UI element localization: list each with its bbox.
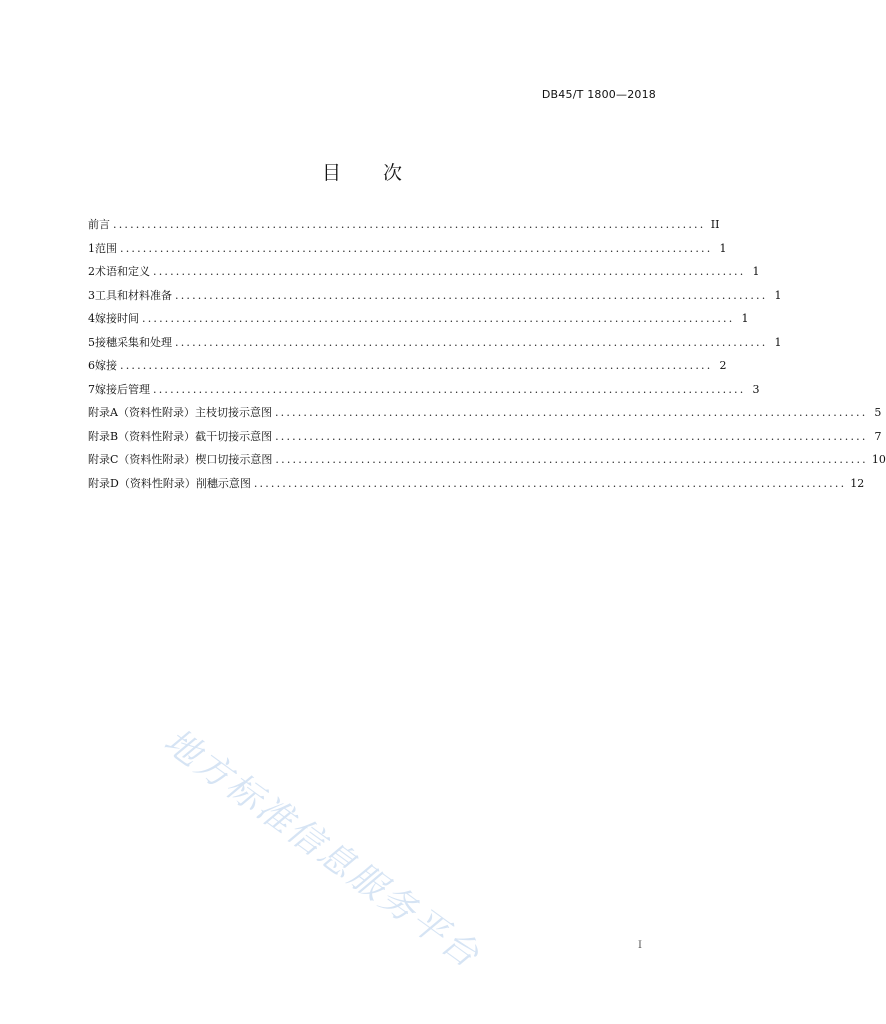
toc-appendix-label: 附录B（资料性附录） <box>88 429 196 443</box>
toc-leader-dots: ........................................................................................................ <box>175 335 768 349</box>
toc-entry-foreword[interactable] <box>88 216 720 240</box>
toc-entry-number: 1 <box>88 241 95 255</box>
toc-page-number: II <box>710 218 720 231</box>
toc-leader-dots: ........................................................................................................ <box>120 241 713 255</box>
document-code: DB45/T 1800—2018 <box>541 88 656 101</box>
toc-page-number: 7 <box>874 429 882 443</box>
toc-leader-dots: ........................................................................................................ <box>274 406 868 419</box>
toc-page-number: 1 <box>752 265 760 278</box>
toc-entry[interactable] <box>88 334 782 358</box>
toc-page-number: 10 <box>871 453 886 466</box>
toc-entry-number: 5 <box>88 335 95 349</box>
toc-entry[interactable] <box>88 287 782 311</box>
toc-leader-dots: ........................................................................................................ <box>113 218 706 231</box>
toc-appendix-entry[interactable] <box>88 475 865 499</box>
toc-leader-dots: ........................................................................................................ <box>275 453 868 466</box>
table-of-contents <box>88 216 886 498</box>
toc-entry[interactable] <box>88 263 760 287</box>
toc-page-number: 1 <box>774 288 782 302</box>
toc-page-number: 1 <box>774 335 782 349</box>
toc-entry[interactable] <box>88 240 727 264</box>
toc-appendix-title: 主枝切接示意图 <box>194 406 272 419</box>
toc-leader-dots: ........................................................................................................ <box>120 359 713 372</box>
toc-appendix-label: 附录D（资料性附录） <box>88 476 196 490</box>
toc-appendix-label: 附录C（资料性附录） <box>88 453 196 466</box>
toc-entry-number: 3 <box>88 288 95 302</box>
toc-entry-label: 范围 <box>95 241 117 255</box>
toc-appendix-entry[interactable] <box>88 451 886 475</box>
toc-foreword-char-2: 言 <box>99 218 110 231</box>
toc-page-number: 1 <box>741 312 749 325</box>
toc-page-number: 3 <box>752 382 760 396</box>
toc-entry[interactable] <box>88 381 760 405</box>
toc-entry-label: 接穗采集和处理 <box>95 335 172 349</box>
toc-leader-dots: ........................................................................................................ <box>253 476 847 490</box>
toc-appendix-title: 削穗示意图 <box>195 476 251 490</box>
toc-entry[interactable] <box>88 357 727 381</box>
watermark: 地方标准信息服务平台 <box>156 721 488 977</box>
toc-title-char-1: 目 <box>321 162 341 184</box>
toc-entry-label: 嫁接后管理 <box>95 382 150 396</box>
toc-entry-label: 工具和材料准备 <box>95 288 172 302</box>
toc-appendix-label: 附录A（资料性附录） <box>88 406 195 419</box>
toc-title-char-2: 次 <box>383 162 403 184</box>
toc-page-number: 1 <box>719 241 727 255</box>
toc-title <box>0 158 724 185</box>
toc-entry-number: 7 <box>88 382 95 396</box>
toc-leader-dots: ........................................................................................................ <box>175 288 768 302</box>
toc-appendix-title: 楔口切接示意图 <box>195 453 273 466</box>
toc-entry-label: 嫁接 <box>95 359 117 372</box>
toc-appendix-entry[interactable] <box>88 404 882 428</box>
toc-appendix-title: 截干切接示意图 <box>195 429 273 443</box>
toc-appendix-entry[interactable] <box>88 428 882 452</box>
toc-entry-number: 2 <box>88 265 95 278</box>
toc-entry-label: 术语和定义 <box>95 265 150 278</box>
toc-page-number: 2 <box>719 359 727 372</box>
page-number-footer: I <box>638 940 642 951</box>
toc-entry-label: 嫁接时间 <box>95 312 139 325</box>
toc-leader-dots: ........................................................................................................ <box>275 429 868 443</box>
toc-entry-number: 4 <box>88 312 95 325</box>
toc-entry-number: 6 <box>88 359 95 372</box>
toc-leader-dots: ........................................................................................................ <box>142 312 735 325</box>
toc-leader-dots: ........................................................................................................ <box>153 382 746 396</box>
toc-entry[interactable] <box>88 310 749 334</box>
toc-page-number: 5 <box>874 406 882 419</box>
toc-foreword-char-1: 前 <box>88 218 99 231</box>
toc-leader-dots: ........................................................................................................ <box>153 265 746 278</box>
toc-page-number: 12 <box>850 476 865 490</box>
